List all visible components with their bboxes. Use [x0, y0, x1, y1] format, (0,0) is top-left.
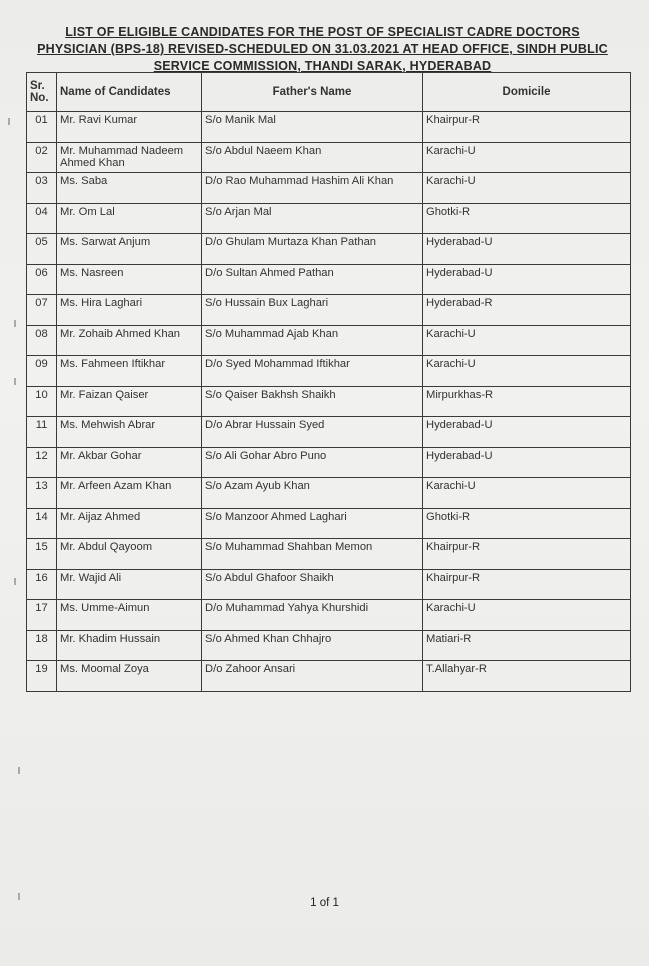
cell-father-name: S/o Muhammad Ajab Khan: [202, 325, 423, 356]
table-row: [27, 295, 631, 326]
cell-sr-no: 11: [27, 417, 57, 448]
table-row: [27, 234, 631, 265]
table-row: [27, 325, 631, 356]
header-sr-no: Sr. No.: [27, 73, 57, 112]
cell-sr-no: 04: [27, 203, 57, 234]
cell-father-name: D/o Rao Muhammad Hashim Ali Khan: [202, 173, 423, 204]
cell-candidate-name: Ms. Sarwat Anjum: [57, 234, 202, 265]
cell-domicile: Hyderabad-R: [423, 295, 631, 326]
cell-domicile: Hyderabad-U: [423, 447, 631, 478]
cell-father-name: S/o Muhammad Shahban Memon: [202, 539, 423, 570]
cell-domicile: Khairpur-R: [423, 112, 631, 143]
table-row: [27, 112, 631, 143]
table-row: [27, 264, 631, 295]
cell-candidate-name: Mr. Abdul Qayoom: [57, 539, 202, 570]
cell-sr-no: 18: [27, 630, 57, 661]
cell-candidate-name: Ms. Nasreen: [57, 264, 202, 295]
cell-sr-no: 16: [27, 569, 57, 600]
cell-father-name: S/o Ahmed Khan Chhajro: [202, 630, 423, 661]
cell-candidate-name: Mr. Om Lal: [57, 203, 202, 234]
cell-candidate-name: Ms. Hira Laghari: [57, 295, 202, 326]
table-row: [27, 600, 631, 631]
page-number: 1 of 1: [310, 897, 339, 909]
cell-sr-no: 19: [27, 661, 57, 692]
table-row: [27, 569, 631, 600]
table-header-row: [27, 73, 631, 112]
cell-domicile: Khairpur-R: [423, 569, 631, 600]
cell-domicile: Karachi-U: [423, 325, 631, 356]
cell-candidate-name: Mr. Ravi Kumar: [57, 112, 202, 143]
table-row: [27, 508, 631, 539]
cell-sr-no: 15: [27, 539, 57, 570]
cell-father-name: S/o Qaiser Bakhsh Shaikh: [202, 386, 423, 417]
cell-sr-no: 13: [27, 478, 57, 509]
candidates-table: [26, 72, 631, 692]
cell-sr-no: 05: [27, 234, 57, 265]
cell-father-name: S/o Manzoor Ahmed Laghari: [202, 508, 423, 539]
cell-domicile: Karachi-U: [423, 142, 631, 173]
cell-domicile: Hyderabad-U: [423, 264, 631, 295]
table-row: [27, 478, 631, 509]
cell-domicile: Karachi-U: [423, 600, 631, 631]
cell-domicile: Mirpurkhas-R: [423, 386, 631, 417]
title-line-3: SERVICE COMMISSION, THANDI SARAK, HYDERABAD: [153, 59, 492, 73]
document-title: [10, 24, 635, 75]
table-row: [27, 386, 631, 417]
cell-candidate-name: Mr. Akbar Gohar: [57, 447, 202, 478]
cell-candidate-name: Ms. Moomal Zoya: [57, 661, 202, 692]
cell-candidate-name: Ms. Saba: [57, 173, 202, 204]
cell-father-name: S/o Hussain Bux Laghari: [202, 295, 423, 326]
cell-candidate-name: Mr. Khadim Hussain: [57, 630, 202, 661]
table-row: [27, 447, 631, 478]
cell-sr-no: 17: [27, 600, 57, 631]
cell-domicile: Matiari-R: [423, 630, 631, 661]
cell-sr-no: 09: [27, 356, 57, 387]
header-name: Name of Candidates: [57, 73, 202, 112]
table-row: [27, 142, 631, 173]
table-row: [27, 356, 631, 387]
cell-domicile: Karachi-U: [423, 356, 631, 387]
cell-sr-no: 10: [27, 386, 57, 417]
cell-domicile: Hyderabad-U: [423, 234, 631, 265]
title-line-2: PHYSICIAN (BPS-18) REVISED-SCHEDULED ON 31.03.2021 AT HEAD OFFICE, SINDH PUBLIC: [37, 42, 608, 56]
table-row: [27, 539, 631, 570]
cell-sr-no: 12: [27, 447, 57, 478]
cell-candidate-name: Mr. Aijaz Ahmed: [57, 508, 202, 539]
cell-sr-no: 08: [27, 325, 57, 356]
cell-father-name: D/o Muhammad Yahya Khurshidi: [202, 600, 423, 631]
cell-candidate-name: Ms. Umme-Aimun: [57, 600, 202, 631]
cell-sr-no: 02: [27, 142, 57, 173]
header-domicile: Domicile: [423, 73, 631, 112]
cell-candidate-name: Mr. Muhammad Nadeem Ahmed Khan: [57, 142, 202, 173]
cell-domicile: Khairpur-R: [423, 539, 631, 570]
title-line-1: LIST OF ELIGIBLE CANDIDATES FOR THE POST OF SPECIALIST CADRE DOCTORS: [65, 25, 580, 39]
cell-sr-no: 06: [27, 264, 57, 295]
cell-domicile: Karachi-U: [423, 173, 631, 204]
header-father-name: Father's Name: [202, 73, 423, 112]
cell-candidate-name: Ms. Mehwish Abrar: [57, 417, 202, 448]
cell-candidate-name: Mr. Wajid Ali: [57, 569, 202, 600]
cell-father-name: D/o Ghulam Murtaza Khan Pathan: [202, 234, 423, 265]
table-row: [27, 203, 631, 234]
table-row: [27, 661, 631, 692]
cell-domicile: T.Allahyar-R: [423, 661, 631, 692]
cell-sr-no: 03: [27, 173, 57, 204]
table-row: [27, 630, 631, 661]
cell-father-name: S/o Ali Gohar Abro Puno: [202, 447, 423, 478]
cell-candidate-name: Mr. Arfeen Azam Khan: [57, 478, 202, 509]
table-row: [27, 173, 631, 204]
cell-candidate-name: Ms. Fahmeen Iftikhar: [57, 356, 202, 387]
cell-father-name: D/o Abrar Hussain Syed: [202, 417, 423, 448]
cell-father-name: D/o Sultan Ahmed Pathan: [202, 264, 423, 295]
cell-father-name: D/o Syed Mohammad Iftikhar: [202, 356, 423, 387]
cell-sr-no: 07: [27, 295, 57, 326]
cell-domicile: Ghotki-R: [423, 508, 631, 539]
cell-father-name: S/o Manik Mal: [202, 112, 423, 143]
cell-sr-no: 14: [27, 508, 57, 539]
cell-candidate-name: Mr. Zohaib Ahmed Khan: [57, 325, 202, 356]
cell-father-name: S/o Abdul Naeem Khan: [202, 142, 423, 173]
cell-father-name: S/o Arjan Mal: [202, 203, 423, 234]
table-row: [27, 417, 631, 448]
cell-sr-no: 01: [27, 112, 57, 143]
cell-father-name: S/o Abdul Ghafoor Shaikh: [202, 569, 423, 600]
cell-domicile: Ghotki-R: [423, 203, 631, 234]
cell-father-name: D/o Zahoor Ansari: [202, 661, 423, 692]
cell-domicile: Karachi-U: [423, 478, 631, 509]
cell-domicile: Hyderabad-U: [423, 417, 631, 448]
cell-candidate-name: Mr. Faizan Qaiser: [57, 386, 202, 417]
cell-father-name: S/o Azam Ayub Khan: [202, 478, 423, 509]
